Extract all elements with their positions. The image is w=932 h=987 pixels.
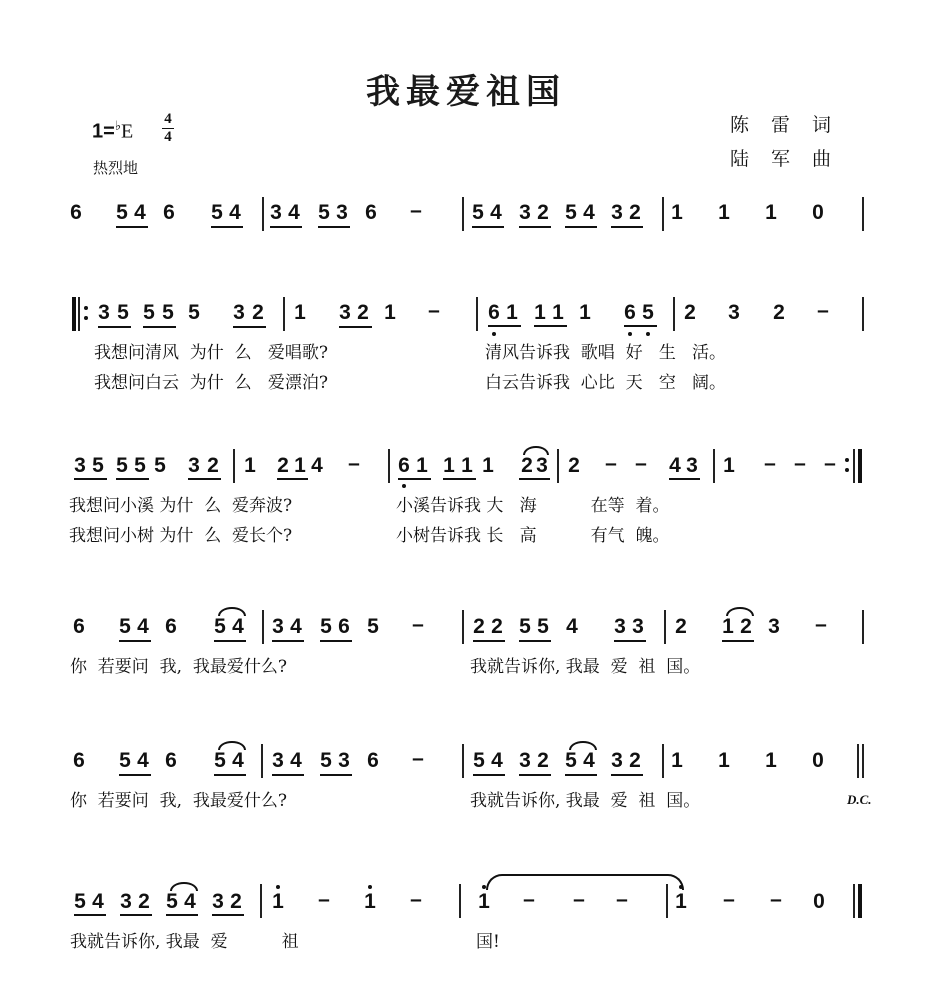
note: 3 <box>336 201 348 224</box>
note: 4 <box>229 201 241 224</box>
underline <box>188 478 221 480</box>
dash: – <box>616 888 628 911</box>
final-barline-thin <box>853 884 855 918</box>
underline <box>233 326 266 328</box>
note: 3 <box>120 890 132 913</box>
lyric-line: 我就告诉你, 我最 爱 祖 国。 <box>470 791 701 811</box>
note: 3 <box>611 201 623 224</box>
note: 5 <box>117 301 129 324</box>
underline <box>339 326 372 328</box>
note-low: 5 <box>642 301 654 324</box>
note: 5 <box>119 615 131 638</box>
underline <box>143 326 176 328</box>
underline <box>473 774 505 776</box>
note: 5 <box>211 201 223 224</box>
note: 4 <box>491 749 503 772</box>
note: 3 <box>338 749 350 772</box>
slur-arc <box>726 607 754 616</box>
underline <box>98 326 131 328</box>
slur-arc <box>569 741 597 750</box>
note: 3 <box>632 615 644 638</box>
lyric-line: 你 若要问 我, 我最爱什么? <box>70 791 287 811</box>
note: 2 <box>207 454 219 477</box>
note: 1 <box>443 454 455 477</box>
song-title: 我最爱祖国 <box>366 72 566 112</box>
barline <box>666 884 668 918</box>
lyric-verse2: 小树告诉我 长 高 有气 魄。 <box>396 526 670 546</box>
note: 6 <box>73 615 85 638</box>
barline <box>462 610 464 644</box>
note: 2 <box>568 454 580 477</box>
underline <box>722 640 754 642</box>
low-octave-dot <box>492 332 496 336</box>
note: 5 <box>320 749 332 772</box>
note: 3 <box>212 890 224 913</box>
note: 5 <box>367 615 379 638</box>
underline <box>519 478 550 480</box>
note: 5 <box>320 615 332 638</box>
note: 1 <box>482 454 494 477</box>
note: 4 <box>290 749 302 772</box>
underline <box>270 226 302 228</box>
note: 5 <box>214 615 226 638</box>
note: 2 <box>252 301 264 324</box>
dash: – <box>318 888 330 911</box>
note: 2 <box>473 615 485 638</box>
underline <box>74 914 106 916</box>
note: 3 <box>686 454 698 477</box>
note: 4 <box>311 454 323 477</box>
underline <box>119 640 151 642</box>
note: 2 <box>537 201 549 224</box>
lyric-verse2: 我想问小树 为什 么 爱长个? <box>69 526 293 546</box>
note-high: 1 <box>272 890 284 913</box>
note-low: 6 <box>624 301 636 324</box>
note: 0 <box>813 890 825 913</box>
note: 5 <box>166 890 178 913</box>
time-bottom: 4 <box>164 129 172 145</box>
note: 3 <box>98 301 110 324</box>
slur-arc <box>218 607 246 616</box>
lyric-verse1: 小溪告诉我 大 海 在等 着。 <box>396 496 670 516</box>
underline <box>212 914 244 916</box>
note: 1 <box>506 301 518 324</box>
repeat-dot <box>845 458 849 462</box>
barline <box>862 197 864 231</box>
note: 2 <box>230 890 242 913</box>
note: 4 <box>669 454 681 477</box>
note: 3 <box>768 615 780 638</box>
note: 5 <box>116 201 128 224</box>
note: 2 <box>675 615 687 638</box>
dc-marking: D.C. <box>847 792 872 807</box>
underline <box>211 226 243 228</box>
barline <box>262 197 264 231</box>
lyric-verse2: 我想问白云 为什 么 爱漂泊? <box>94 373 328 393</box>
note: 5 <box>134 454 146 477</box>
dash: – <box>605 452 617 475</box>
note-low: 6 <box>488 301 500 324</box>
lyricist-credit: 陈雷词 <box>730 114 854 136</box>
note: 4 <box>490 201 502 224</box>
underline <box>519 226 551 228</box>
barline <box>260 884 262 918</box>
barline <box>462 197 464 231</box>
underline <box>611 226 643 228</box>
dash: – <box>635 452 647 475</box>
note: 1 <box>671 201 683 224</box>
repeat-end-thin <box>853 449 855 483</box>
composer-credit: 陆军曲 <box>730 148 854 170</box>
dash: – <box>412 747 424 770</box>
underline <box>488 325 521 327</box>
low-octave-dot <box>402 484 406 488</box>
slur-arc <box>170 882 198 891</box>
final-barline-thick <box>858 884 862 918</box>
lyric-line: 我就告诉你, 我最 爱 祖 <box>70 932 299 952</box>
note: 4 <box>288 201 300 224</box>
note: 6 <box>70 201 82 224</box>
lyric-verse2: 白云告诉我 心比 天 空 阔。 <box>485 373 727 393</box>
note: 1 <box>722 615 734 638</box>
note: 3 <box>339 301 351 324</box>
underline <box>565 226 597 228</box>
dash: – <box>573 888 585 911</box>
double-barline-2 <box>862 744 864 778</box>
note: 2 <box>537 749 549 772</box>
note: 1 <box>552 301 564 324</box>
note: 1 <box>765 201 777 224</box>
note: 6 <box>165 749 177 772</box>
note: 4 <box>290 615 302 638</box>
lyric-verse1: 我想问小溪 为什 么 爱奔波? <box>69 496 293 516</box>
low-octave-dot <box>628 332 632 336</box>
underline <box>519 640 551 642</box>
note: 1 <box>718 201 730 224</box>
underline <box>119 774 151 776</box>
barline <box>862 610 864 644</box>
barline <box>557 449 559 483</box>
underline <box>166 914 198 916</box>
double-barline-1 <box>857 744 859 778</box>
note: 1 <box>416 454 428 477</box>
note: 1 <box>671 749 683 772</box>
note: 3 <box>188 454 200 477</box>
dash: – <box>348 452 360 475</box>
note: 2 <box>491 615 503 638</box>
underline <box>116 226 148 228</box>
note: 4 <box>137 615 149 638</box>
underline <box>614 640 646 642</box>
dash: – <box>815 613 827 636</box>
note: 6 <box>73 749 85 772</box>
note: 0 <box>812 201 824 224</box>
barline <box>462 744 464 778</box>
note: 3 <box>233 301 245 324</box>
note: 3 <box>519 749 531 772</box>
repeat-dot <box>84 306 88 310</box>
note: 5 <box>74 890 86 913</box>
note: 2 <box>357 301 369 324</box>
lyric-line: 我就告诉你, 我最 爱 祖 国。 <box>470 657 701 677</box>
lyric-verse1: 清风告诉我 歌唱 好 生 活。 <box>485 343 727 363</box>
repeat-dot <box>84 316 88 320</box>
note: 1 <box>765 749 777 772</box>
low-octave-dot <box>646 332 650 336</box>
barline <box>713 449 715 483</box>
note: 3 <box>728 301 740 324</box>
note: 3 <box>519 201 531 224</box>
note: 1 <box>723 454 735 477</box>
underline <box>214 774 246 776</box>
dash: – <box>764 452 776 475</box>
tempo-marking: 热烈地 <box>93 159 139 177</box>
underline <box>565 774 597 776</box>
note: 1 <box>384 301 396 324</box>
high-octave-dot <box>679 885 683 889</box>
dash: – <box>817 299 829 322</box>
note: 2 <box>138 890 150 913</box>
key-note: E <box>120 120 134 143</box>
note: 4 <box>184 890 196 913</box>
note: 4 <box>137 749 149 772</box>
barline <box>262 610 264 644</box>
note: 4 <box>92 890 104 913</box>
note: 4 <box>566 615 578 638</box>
dash: – <box>523 888 535 911</box>
note: 2 <box>521 454 533 477</box>
note: 4 <box>232 749 244 772</box>
note: 3 <box>272 615 284 638</box>
underline <box>472 226 504 228</box>
key-prefix: 1= <box>92 120 115 143</box>
repeat-end-thick <box>858 449 862 483</box>
note: 1 <box>718 749 730 772</box>
dash: – <box>723 888 735 911</box>
note: 2 <box>629 201 641 224</box>
barline <box>283 297 285 331</box>
note: 2 <box>629 749 641 772</box>
flat-icon: ♭ <box>114 118 121 133</box>
note: 4 <box>232 615 244 638</box>
note: 1 <box>461 454 473 477</box>
underline <box>277 478 308 480</box>
note: 5 <box>565 749 577 772</box>
note: 1 <box>244 454 256 477</box>
underline <box>443 478 476 480</box>
note: 5 <box>472 201 484 224</box>
dash: – <box>410 888 422 911</box>
barline <box>664 610 666 644</box>
note: 1 <box>294 454 306 477</box>
note-high: 1 <box>364 890 376 913</box>
underline <box>320 774 352 776</box>
barline <box>233 449 235 483</box>
underline <box>624 325 657 327</box>
note: 1 <box>534 301 546 324</box>
note: 3 <box>74 454 86 477</box>
underline <box>272 774 304 776</box>
barline <box>673 297 675 331</box>
note: 6 <box>365 201 377 224</box>
dash: – <box>824 452 836 475</box>
note: 3 <box>536 454 548 477</box>
underline <box>669 478 700 480</box>
note: 5 <box>565 201 577 224</box>
note: 2 <box>277 454 289 477</box>
note: 5 <box>188 301 200 324</box>
high-octave-dot <box>276 885 280 889</box>
note: 5 <box>119 749 131 772</box>
repeat-start-thick <box>72 297 76 331</box>
slur-arc <box>523 446 549 455</box>
note: 6 <box>165 615 177 638</box>
lyric-line: 国! <box>476 932 500 952</box>
note: 5 <box>143 301 155 324</box>
barline <box>459 884 461 918</box>
time-signature <box>162 112 174 145</box>
lyric-line: 你 若要问 我, 我最爱什么? <box>70 657 287 677</box>
dash: – <box>794 452 806 475</box>
slur-arc <box>218 741 246 750</box>
note-high: 1 <box>675 890 687 913</box>
note: 5 <box>537 615 549 638</box>
underline <box>272 640 304 642</box>
note: 3 <box>272 749 284 772</box>
note: 5 <box>519 615 531 638</box>
underline <box>398 478 431 480</box>
note: 3 <box>611 749 623 772</box>
underline <box>473 640 505 642</box>
note: 5 <box>162 301 174 324</box>
underline <box>116 478 149 480</box>
underline <box>611 774 643 776</box>
note: 0 <box>812 749 824 772</box>
note: 6 <box>338 615 350 638</box>
lyric-verse1: 我想问清风 为什 么 爱唱歌? <box>94 343 328 363</box>
barline <box>388 449 390 483</box>
note: 6 <box>163 201 175 224</box>
underline <box>120 914 152 916</box>
barline <box>476 297 478 331</box>
dash: – <box>428 299 440 322</box>
note: 5 <box>318 201 330 224</box>
note: 5 <box>473 749 485 772</box>
note-low: 6 <box>398 454 410 477</box>
note: 5 <box>214 749 226 772</box>
repeat-dot <box>845 468 849 472</box>
note: 2 <box>740 615 752 638</box>
note: 3 <box>270 201 282 224</box>
note: 1 <box>579 301 591 324</box>
time-top: 4 <box>164 111 172 127</box>
dash: – <box>410 199 422 222</box>
note: 4 <box>583 201 595 224</box>
note: 5 <box>92 454 104 477</box>
high-octave-dot <box>368 885 372 889</box>
underline <box>318 226 350 228</box>
note: 4 <box>583 749 595 772</box>
repeat-start-thin <box>78 297 80 331</box>
underline <box>534 325 567 327</box>
note: 6 <box>367 749 379 772</box>
underline <box>74 478 107 480</box>
underline <box>519 774 551 776</box>
note: 2 <box>773 301 785 324</box>
note: 5 <box>116 454 128 477</box>
note: 4 <box>134 201 146 224</box>
note: 1 <box>294 301 306 324</box>
barline <box>662 744 664 778</box>
dash: – <box>412 613 424 636</box>
barline <box>662 197 664 231</box>
note-high: 1 <box>478 890 490 913</box>
dash: – <box>770 888 782 911</box>
underline <box>214 640 246 642</box>
note: 2 <box>684 301 696 324</box>
note: 3 <box>614 615 626 638</box>
note: 5 <box>154 454 166 477</box>
key-signature <box>92 118 133 144</box>
barline <box>862 297 864 331</box>
underline <box>320 640 352 642</box>
barline <box>261 744 263 778</box>
